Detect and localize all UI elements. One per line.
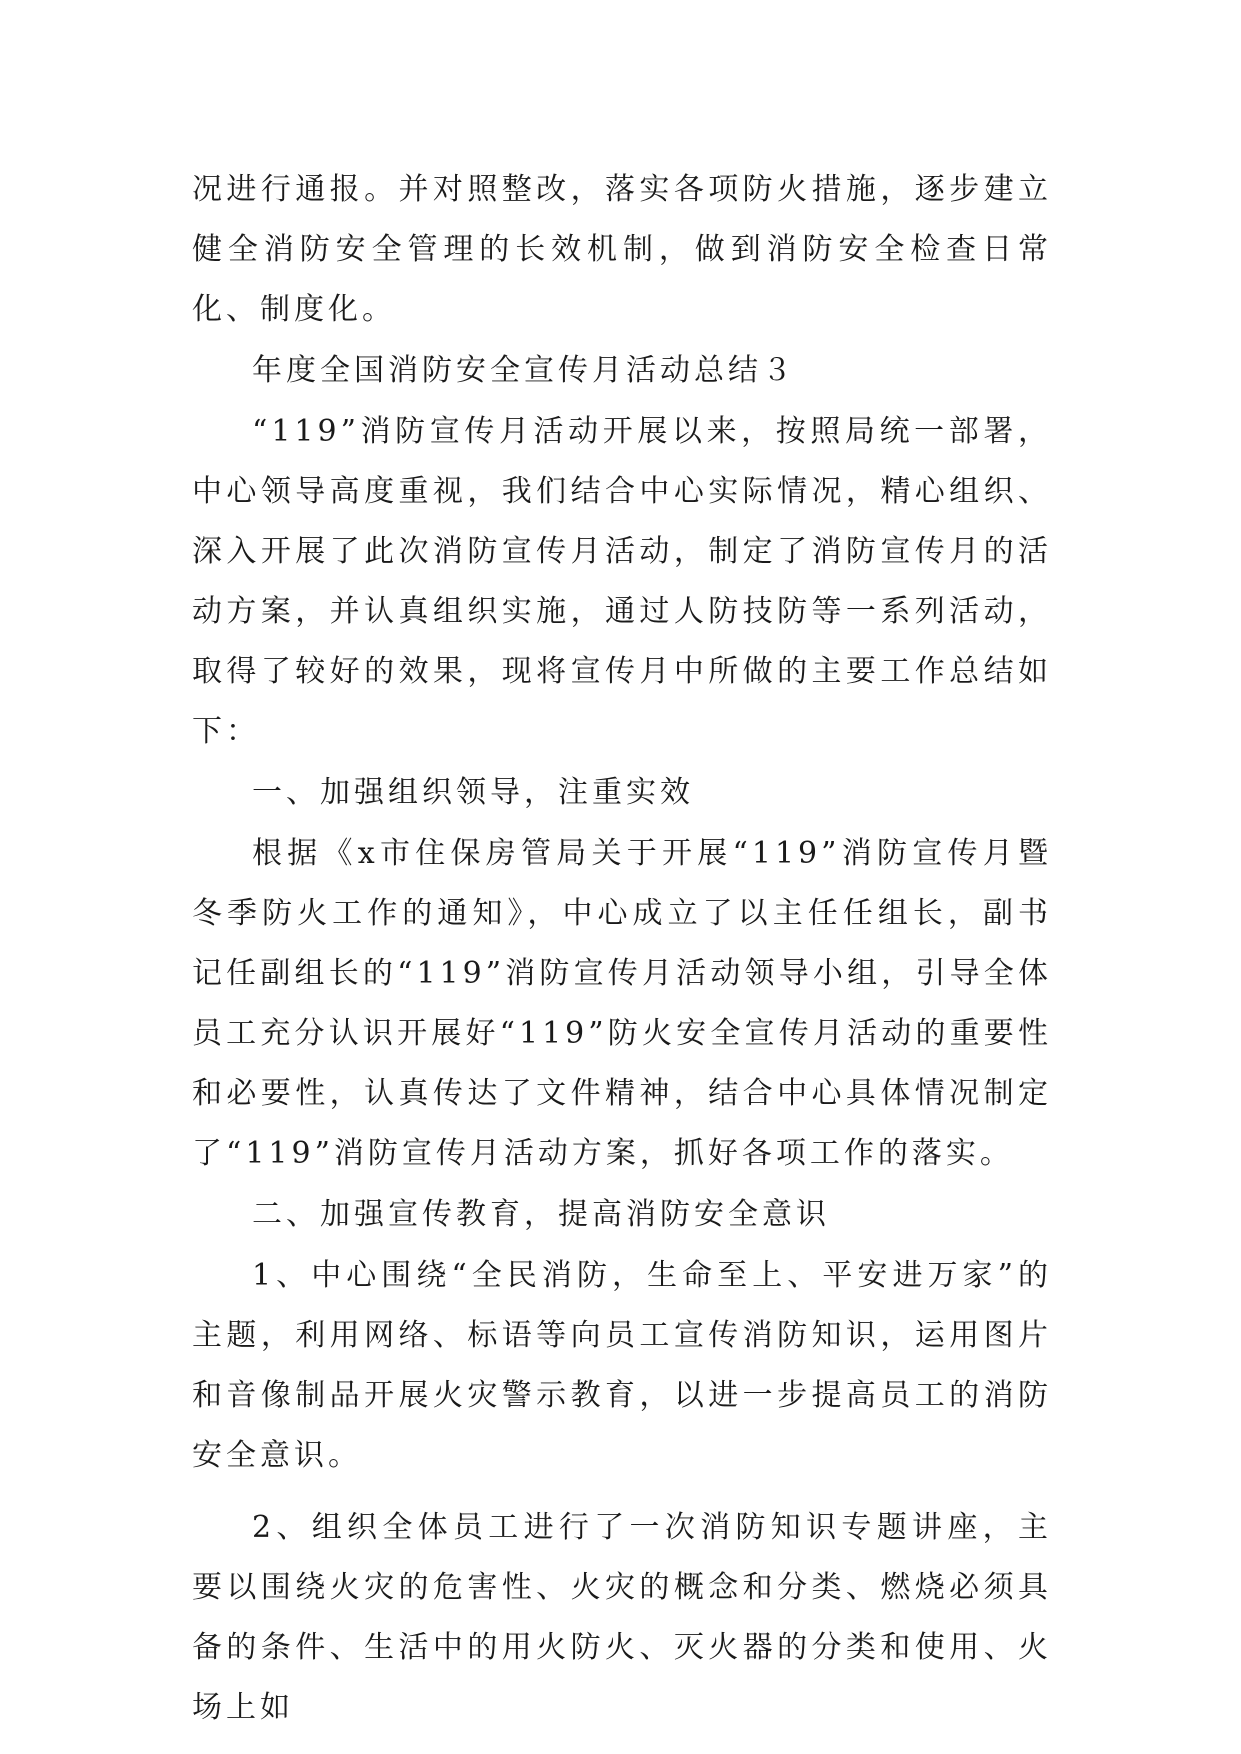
paragraph-organization: 根据《x市住保房管局关于开展“119”消防宣传月暨冬季防火工作的通知》，中心成立了以主任任组长，副书记任副组长的“119”消防宣传月活动领导小组，引导全体员工充分认识开展好“119”防火安全宣传月活动的重要性和必要性，认真传达了文件精神，结合中心具体情况制定了“119”消防宣传月活动方案，抓好各项工作的落实。 bbox=[192, 836, 1052, 1171]
document-body bbox=[192, 160, 1052, 1739]
paragraph-continuation: 况进行通报。并对照整改，落实各项防火措施，逐步建立健全消防安全管理的长效机制，做到消防安全检查日常化、制度化。 bbox=[192, 172, 1052, 327]
heading-one: 一、加强组织领导，注重实效 bbox=[252, 775, 694, 810]
paragraph-intro: “119”消防宣传月活动开展以来，按照局统一部署，中心领导高度重视，我们结合中心实际情况，精心组织、深入开展了此次消防宣传月活动，制定了消防宣传月的活动方案，并认真组织实施，通过人防技防等一系列活动，取得了较好的效果，现将宣传月中所做的主要工作总结如下： bbox=[192, 414, 1052, 749]
paragraph-item-2: 2、组织全体员工进行了一次消防知识专题讲座，主要以围绕火灾的危害性、火灾的概念和分类、燃烧必须具备的条件、生活中的用火防火、灭火器的分类和使用、火场上如 bbox=[192, 1510, 1052, 1725]
heading-two: 二、加强宣传教育，提高消防安全意识 bbox=[252, 1197, 830, 1232]
section-title: 年度全国消防安全宣传月活动总结３ bbox=[252, 353, 796, 388]
paragraph-item-1: 1、中心围绕“全民消防，生命至上、平安进万家”的主题，利用网络、标语等向员工宣传消防知识，运用图片和音像制品开展火灾警示教育，以进一步提高员工的消防安全意识。 bbox=[192, 1258, 1052, 1473]
